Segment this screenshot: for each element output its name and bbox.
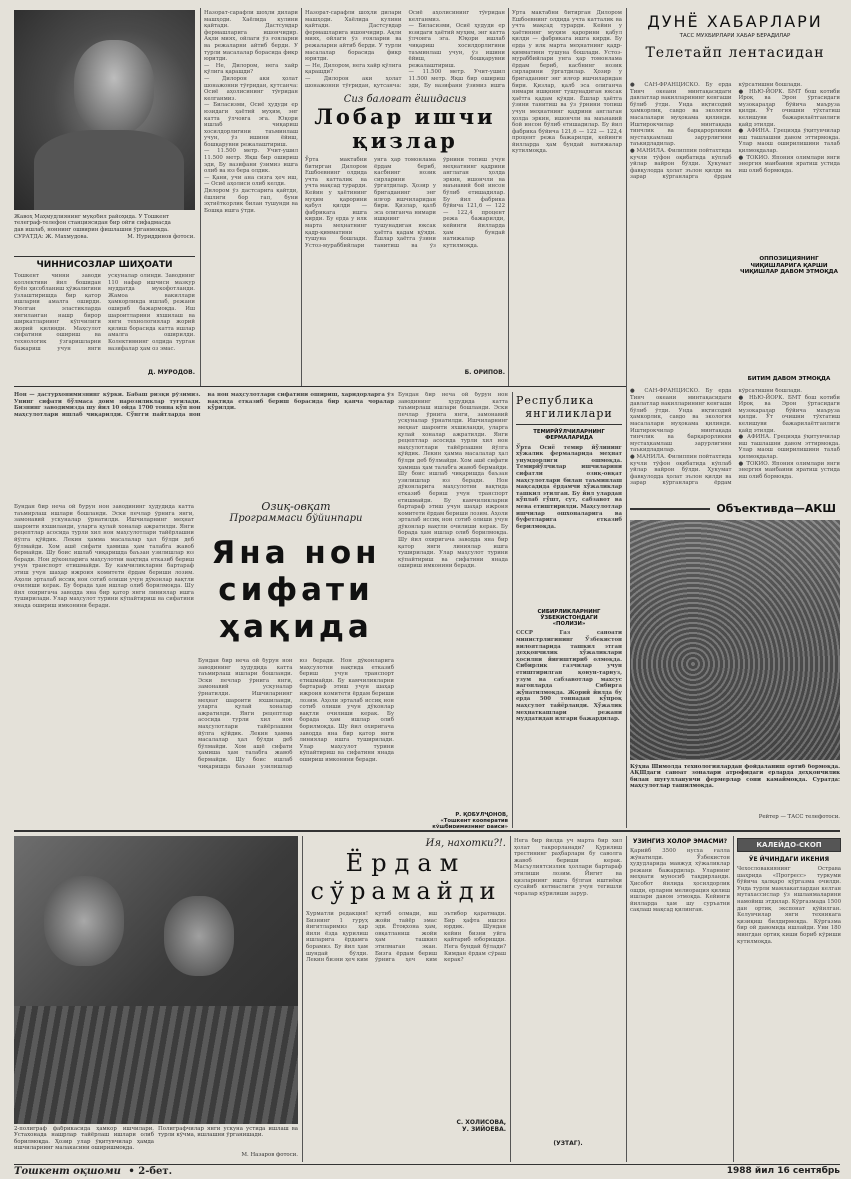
respublika-column — [516, 394, 622, 828]
kaleydoskop-badge: КАЛЕЙДО-СКОП — [737, 838, 841, 852]
chinnisozlar-article — [14, 260, 195, 380]
obektiv-title: Объективда—АКШ — [716, 502, 836, 515]
dune-sub1 — [738, 256, 840, 276]
lobar-signature: Б. ОРИПОВ. — [464, 369, 505, 376]
lobar-title-line1: Лобар ишчи — [314, 104, 496, 129]
shoulders-shape — [34, 130, 184, 210]
respublika-body1: Ўрта Осиё темир йўлининг хўжалик фермаларида меҳнат унумдорлиги ошмоқда. Темирйўлчилар ишчиларини сифатли озиқ-овқат маҳсулотлари билан таъминлаш мақсадида ёрдамчи хўжаликлар ташкил этилган. Бу йил улардан кўплаб гўшт, сут, сабзавот ва мева етиштирилди. Маҳсулотлар ишчилар ошхоналарига ва буфетларига етказиб берилмоқда. — [516, 444, 622, 530]
holor-column — [630, 838, 730, 1158]
kaleydoskop-column — [737, 838, 841, 1158]
yana-non-lead: Нон — дастурхонимизнинг кўрки. Бабаш ризқи рўзимиз. Унинг сифати бўлмаса доим нарозиликлар туғилади. Бизнинг заводимизда шу йил 10 ойда 1700 тонна кўп нон маҳсулотлари ишлаб чиқарилди. Сўнгги пайтларда нон ва нон маҳсулотлари сифатини ошириш, харидорларга ўз вақтида етказиб бериш борасида бир қанча чоралар кўрилди. — [14, 392, 394, 418]
yana-non-body-mid: Бундан бир неча ой бурун нон заводининг ҳудудида катта таъмирлаш ишлари бошланди. Эски печлар ўрнига янги, замонавий ускуналар ўрнатилди. Ишчиларнинг меҳнат шароити яхшиланди, уларга қулай хоналар ажратилди. Янги рецептлар асосида турли хил нон маҳсулотлари тайёрлашни йўлга қўйдик. Лекин ҳамма масалалар ҳал бўлди деб бўлмайди. Хом ашё сифати ҳамиша ҳам талабга жавоб бермайди. Шу боис ишлаб чиқаришда баъзан узилишлар юз беради. Нон дўконларига маҳсулотни вақтида етказиб бериш учун транспорт етишмайди. Бу камчиликларни бартараф этиш учун шаҳар ижроия комитети ёрдам бериши лозим. Аҳоли эрталаб иссиқ нон сотиб олиши учун дўконлар вақтли очилиши керак. Бу борада ҳам ишлар олиб борилмоқда. Шу йил охиригача заводда яна бир қатор янги линиялар ишга туширилади. Улар маҳсулот турини кўпайтириш ва сифатини янада ошириш имконини беради. — [198, 658, 394, 770]
holor-body: Қарийб 3500 нусха ғалла жўнатилди. Ўзбекистон ҳудудларида мавжуд хўжаликлар режани бажардилар. Уларнинг меҳнати муносиб тақдирланди. Ҳисобот йилида ҳосилдорлик ошди, ерларни мелиорация қилиш ишлари давом этмоқда. Кейинги йилларда ҳам шу суръатни сақлаш мақсад қилинган. — [630, 848, 730, 914]
chinnisozlar-title: ЧИННИСОЗЛАР ШИҲОАТИ — [36, 260, 173, 270]
chinnisozlar-signature: Д. МУРОДОВ. — [147, 369, 195, 376]
yana-non-title — [198, 535, 394, 653]
yana-non-body-right: Бундан бир неча ой бурун нон заводининг ҳудудида катта таъмирлаш ишлари бошланди. Эски печлар ўрнига янги, замонавий ускуналар ўрнатилди. Ишчиларнинг меҳнат шароити яхшиланди, уларга қулай хоналар ажратилди. Янги рецептлар асосида турли хил нон маҳсулотлари тайёрлашни йўлга қўйдик. Лекин ҳамма масалалар ҳал бўлди деб бўлмайди. Хом ашё сифати ҳамиша ҳам талабга жавоб бермайди. Шу боис ишлаб чиқаришда баъзан узилишлар юз беради. Нон дўконларига маҳсулотни вақтида етказиб бериш учун транспорт етишмайди. Бу камчиликларни бартараф этиш учун шаҳар ижроия комитети ёрдам бериши лозим. Аҳоли эрталаб иссиқ нон сотиб олиши учун дўконлар вақтли очилиши керак. Бу борада ҳам ишлар олиб борилмоқда. Шу йил охиригача заводда яна бир қатор янги линиялар ишга туширилади. Улар маҳсулот турини кўпайтириш ва сифатини янада ошириш имконини беради. — [398, 392, 508, 570]
yordam-body: Хурматли редакция! Бизнинг 1 гуруҳ йигитларимиз ҳар йили ёзда қурилиш ишларига ёрдамга борамиз. Бу йил ҳам шундай бўлди. Лекин бизни ҳеч ким кутиб олмади, иш жойи тайёр эмас эди. Ётоқхона ҳам, овқатланиш жойи ҳам ташкил этилмаган экан. Бизга ёрдам бериш ўрнига ҳеч ким эътибор қаратмади. Бир ҳафта ишсиз юрдик. Шундан кейин бизни уйга қайтариб юборишди. Нега бундай бўлади? Кимдан ёрдам сўраш керак? — [306, 911, 506, 964]
dune-body-2: ● САН-ФРАНЦИСКО. Бу ерда Тинч океани минтақасидаги давлатлар вакилларининг кенгаши бўлиб ўтди. Унда иқтисодий ҳамкорлик, савдо ва экология масалалари муҳокама қилинди. Иштирокчилар минтақада тинчлик ва барқарорликни мустаҳкамлаш зарурлигини таъкидладилар. ● МАНИЛА. Филиппин пойтахтида кучли тўфон оқибатида кўплаб уйлар вайрон бўлди. Ҳукумат фавқулодда ҳолат эълон қилди ва зарар кўрганларга ёрдам кўрсатишни бошлади. ● НЬЮ-ЙОРК. БМТ бош котиби Ироқ ва Эрон ўртасидаги музокаралар бўйича маъруза қилди. Ўт очишни тўхтатиш келишуви бажарилаётганлиги қайд этилди. ● АФИНА. Грецияда ўқитувчилар иш ташлашни давом эттирмоқда. Улар маош оширилишини талаб қилмоқдалар. ● ТОКИО. Япония олимлари янги энергия манбаини яратиш устида иш олиб бормоқда. — [630, 388, 840, 487]
yordam-title-line2: сўрамайди — [310, 877, 502, 905]
divider — [301, 8, 302, 386]
portrait-credit: М. Нуриддинов фотоси. — [127, 234, 195, 241]
lobar-intro: Назорат-сарафли шоҳли дилари машҳоди. Хаёлида кулини қайтади. Дастсувдар фермашларига ишончидир. Ақли миях, ойлаги ўз ғояларни ва режаларни айтиб берди. У турли масалалар борасида фикр юритди. — Не, Дилором, нега хайр қўлига қарашди? — Дилорон аки ҳолат шонажонни тўғридан, қутсанча: Осиё аҳолисининг тўғридан келганмиз. — Биласизми, Осиё ҳудуди ер юзидаги ҳаётий муҳим, энг катта ўлчовга эга. Юқори ишлаб чиқариш хосилдорлигини таъминлаш учун, ўз ишини ёйиш, бошқарувни режалаштириш. — 11.500 метр. Учит-ушил 11.500 метр. Яқш бир ошириш эди, Бу вазифани ўзимиз ишга — [305, 10, 505, 89]
dune-subtitle: ТАСС МУХБИРЛАРИ ХАБАР БЕРАДИЛАР — [679, 33, 791, 39]
machinery-shape — [14, 1006, 298, 1124]
yana-non-signature: Р. ҚОБУЛҶОНОВ, «Тошкент кооператив кўшбиримизнинг раиси» — [432, 812, 508, 828]
holor-title: ЎЗИНГИЗ ХОЛОР ЭМАСМИ? — [632, 838, 728, 845]
yana-non-title-line3: ҳақида — [219, 609, 373, 645]
divider — [510, 836, 511, 1162]
print-credit: М. Назаров фотоси. — [241, 1152, 298, 1158]
footer-paper-name: Тошкент оқшоми — [14, 1166, 121, 1177]
dune-sub2 — [738, 376, 840, 384]
yordam-title-line1: Ёрдам — [345, 849, 467, 877]
yana-non-kicker — [198, 500, 394, 530]
divider — [733, 836, 734, 1162]
chinnisozlar-body: Тошкент чинни заводи коллективи йил бошидан буён ҳисобланиш ҳўжалигини ўзлаштиришда бир қатор ишларни амалга оширди. Уюлган эластикларда янгиланган нашр бирор ширкатларнинг кўпчилиги жорий қилинди. Маҳсулот сифатини ошириш ва технологик ўзгаришларни бажариш учун янги ускуналар олинди. Заводнинг 110 нафар ишчиси мазкур муддатда мукофотланди. Жамоа вакиллари ҳамкорликда ишлаб, режани ошириб бажармоқда. Иш шароитларини яхшилаш ва янги технологиялар жорий қилиш борасида катта ишлар амалга оширилди. Колективнинг олдида турган вазифалар ҳам оз эмас. — [14, 273, 195, 352]
footer-left — [14, 1166, 414, 1178]
farm-photo — [630, 520, 840, 760]
divider — [14, 386, 626, 387]
yana-non-kicker-line1: Озиқ-овқат — [261, 500, 331, 513]
kaleydoskop-body: Чехословакиянинг Острава шаҳрида «Прогресс» туркуми бўйича ҳалқаро кўргазма очилди. Унда турли мамлакатлардан келган мутахассислар ўз ишланмаларини намойиш этдилар. Кўргазмада 1500 дан ортиқ экспонат қўйилган. Келувчилар янги техникага қизиқиш билдирмоқда. Кўргазма бир ой давомида ишлайди. Уни 180 мингдан ортиқ киши бориб кўриши кутилмоқда. — [737, 866, 841, 945]
lobar-article — [305, 10, 505, 384]
yordam-kicker: Ия, нахотки?!. — [425, 838, 506, 849]
bottom-mid-text: Нега бир йилда уч марта бир хил ҳолат такрорланади? Қурилиш трестининг раҳбарлари бу саволга жавоб бериши керак. Масъулиятсизлик ҳоллари бартараф этилиши лозим. Йигит ва қизларнинг ишга бўлган иштиёқи сусайиб кетмаслиги учун тегишли чоралар кўрилиши зарур. — [514, 838, 622, 897]
lobar-body: Ўрта мактабни битирган Дилором Ешбоевнинг олдида учта катталик ва учта мақсад турарди. Кейин у ҳаётининг муҳим қарорини қабул қилди — фабрикага ишга кирди. Бу ерда у илк марта меҳнатнинг қадр-қимматини тушуна бошлади. Устоз-мураббийлари унга ҳар томонлама ёрдам бериб, касбнинг нозик сирларини ўргатдилар. Ҳозир у бригаданинг энг илғор ишчиларидан бири. Қизлар, қалб эса олиганча нимари ишқнинг тушунадиган юксак ҳаётга қадам қўяди. Ёшлар ҳаётга ўзини танитиш ва ўз ўрнини топиш учун меҳнатнинг қадрини англаган ҳолда эркин, ишончли ва маънавий бой инсон бўлиб етишадилар. Бу йил фабрика бўйича 121,6 — 122 — 122,4 процент режа бажарилди, кейинги йилларда ҳам бундай натижалар кутилмоқда. — [305, 157, 505, 249]
yana-non-title-line1: Яна нон — [211, 535, 381, 571]
portrait-photo — [14, 10, 195, 210]
lobar-title-line2: қизлар — [352, 128, 458, 153]
print-workers-photo — [14, 836, 298, 1124]
divider — [508, 8, 509, 386]
divider — [512, 392, 513, 828]
divider — [302, 836, 303, 1162]
yana-non-kicker-line2: Программаси бўйинпари — [229, 513, 363, 524]
divider — [516, 424, 622, 425]
yordam-article — [306, 838, 506, 1158]
worker-head-left — [44, 876, 124, 966]
footer-page: • 2-бет. — [128, 1166, 173, 1177]
obektiv-credit: Рейтер — ТАСС телефотоси. — [758, 814, 840, 820]
bottom-mid-signature: (ЎЗТАГ). — [553, 1140, 583, 1147]
divider — [14, 830, 840, 832]
lobar-kicker: Сиз балоғат ёшидасиз — [343, 94, 467, 105]
dune-sub1-text: ОППОЗИЦИЯНИНГ ЧИҚИШЛАРИГА ҚАРШИ ЧИҚИШЛАР ДАВОМ ЭТМОҚДА — [740, 256, 838, 275]
divider — [14, 1164, 840, 1165]
kaleydoskop-title: ЎЕ ЙЧИНДАГИ ИКЕНИЯ — [748, 856, 830, 863]
photo-texture — [630, 520, 840, 760]
footer-date: 1988 йил 16 сентябрь — [726, 1166, 840, 1176]
interview-column: Назорат-сарафли шоҳли дилари машҳоди. Хаёлида кулини қайтади. Дастсувдар фермашларига ишончидир. Ақли миях, ойлаги ўз ғояларни ва режаларни айтиб берди. У турли масалалар борасида фикр юритди. — Не, Дилором, нега хайр қўлига қарашди? — Дилорон аки ҳолат шонажонни тўғридан, қутсанча: Осиё аҳолисининг тўғридан келганмиз. — Биласизми, Осиё ҳудуди ер юзидаги ҳаётий муҳим, энг катта ўлчовга эга. Юқори ишлаб чиқариш хосилдорлигини таъминлаш учун, ўз ишини ёйиш, бошқарувни режалаштириш. — 11.500 метр. Учит-ушил 11.500 метр. Яқш бир ошириш эди, Бу вазифани ўзимиз ишга олиб ва юз бера олдик. — Қани, учи ана сизга ҳеч иш, — Осиё аҳолиси олиб келди. Дилором ўз дастсарига қайтди, ёшлиги бор гап, буни эҳтиёткорлик билан тушунди ва Бошқа ишга ўтди. — [204, 10, 298, 214]
dune-title: ДУНЁ ХАБАРЛАРИ — [647, 12, 823, 31]
respublika-sub1: ТЕМИРЙЎЛЧИЛАРНИНГ ФЕРМАЛАРИДА — [533, 429, 605, 442]
yana-non-title-line2: сифати — [218, 572, 374, 608]
lobar-continuation: Ўрта мактабни битирган Дилором Ешбоевнинг олдида учта катталик ва учта мақсад турарди. Кейин у ҳаётининг муҳим қарорини қабул қилди — фабрикага ишга кирди. Бу ерда у илк марта меҳнатнинг қадр-қимматини тушуна бошлади. Устоз-мураббийлари унга ҳар томонлама ёрдам бериб, касбнинг нозик сирларини ўргатдилар. Ҳозир у бригаданинг энг илғор ишчиларидан бири. Қизлар, қалб эса олиганча нимари ишқнинг тушунадиган юксак ҳаётга қадам қўяди. Ёшлар ҳаётга ўзини танитиш ва ўз ўрнини топиш учун меҳнатнинг қадрини англаган ҳолда эркин, ишончли ва маънавий бой инсон бўлиб етишадилар. Бу йил фабрика бўйича 121,6 — 122 — 122,4 процент режа бажарилди, кейинги йилларда ҳам бундай натижалар кутилмоқда. — [512, 10, 622, 155]
dune-header — [630, 12, 840, 72]
respublika-sub2: СИБИРЛИКЛАРНИНГ ЎЗБЕКИСТОНДАГИ «ПОЛИЗИ» — [537, 608, 601, 628]
respublika-title-line2: янгиликлари — [525, 407, 613, 420]
divider — [14, 256, 195, 257]
print-caption-right: Полиграфчилар янги ускуна устида ишлаш ва турли кўчма, ишлашни ўрганишади. — [158, 1126, 298, 1139]
obektiv-caption: Кўҳна Шимолда технологиялардан фойдаланиш ортиб бормоқда. АҚШдаги саноат зоналари атрофидаги ерларда деҳқончилик билан шуғулланувчи фермерлар сони камаймоқда. Суратда: маҳсулотлар ташилмоқда. — [630, 764, 840, 790]
dune-body: ● САН-ФРАНЦИСКО. Бу ерда Тинч океани минтақасидаги давлатлар вакилларининг кенгаши бўлиб ўтди. Унда иқтисодий ҳамкорлик, савдо ва экология масалалари муҳокама қилинди. Иштирокчилар минтақада тинчлик ва барқарорликни мустаҳкамлаш зарурлигини таъкидладилар. ● МАНИЛА. Филиппин пойтахтида кучли тўфон оқибатида кўплаб уйлар вайрон бўлди. Ҳукумат фавқулодда ҳолат эълон қилди ва зарар кўрганларга ёрдам кўрсатишни бошлади. ● НЬЮ-ЙОРК. БМТ бош котиби Ироқ ва Эрон ўртасидаги музокаралар бўйича маъруза қилди. Ўт очишни тўхтатиш келишуви бажарилаётганлиги қайд этилди. ● АФИНА. Грецияда ўқитувчилар иш ташлашни давом эттирмоқда. Улар маош оширилишини талаб қилмоқдалар. ● ТОКИО. Япония олимлари янги энергия манбаини яратиш устида иш олиб бормоқда. — [630, 82, 840, 181]
yana-non-body-left: Бундан бир неча ой бурун нон заводининг ҳудудида катта таъмирлаш ишлари бошланди. Эски печлар ўрнига янги, замонавий ускуналар ўрнатилди. Ишчиларнинг меҳнат шароити яхшиланди, уларга қулай хоналар ажратилди. Янги рецептлар асосида турли хил нон маҳсулотлари тайёрлашни йўлга қўйдик. Лекин ҳамма масалалар ҳал бўлди деб бўлмайди. Хом ашё сифати ҳамиша ҳам талабга жавоб бермайди. Шу боис ишлаб чиқаришда баъзан узилишлар юз беради. Нон дўконларига маҳсулотни вақтида етказиб бериш учун транспорт етишмайди. Бу камчиликларни бартараф этиш учун шаҳар ижроия комитети ёрдам бериши лозим. Аҳоли эрталаб иссиқ нон сотиб олиши учун дўконлар вақтли очилиши керак. Бу борада ҳам ишлар олиб борилмоқда. Шу йил охиригача заводда яна бир қатор янги линиялар ишга туширилади. Улар маҳсулот турини кўпайтириш ва сифатини янада ошириш имконини беради. — [14, 504, 194, 609]
face-shape — [74, 40, 154, 135]
dune-section: Телетайп лентасидан — [645, 45, 825, 61]
divider — [200, 8, 201, 386]
divider — [626, 8, 627, 828]
dune-sub2-text: БИТИМ ДАВОМ ЭТМОҚДА — [747, 376, 831, 382]
obektiv-header — [630, 502, 840, 516]
yana-non-signature-wrap — [398, 812, 508, 828]
respublika-body2: СССР Газ саноати министрлигининг Ўзбекистон вилоятларида ташкил этган деҳқончилик хўжаликлари ҳосилни йиғиштириб олмоқда. Сибирлик газчилар учун етиштирилган қовун-тарвуз, узум ва сабзавотлар махсус вагонларда Сибирга жўнатилмоқда. Жорий йилда бу ерда 500 тоннадан кўпроқ маҳсулот тайёрланди. Хўжалик меҳнаткашлари режани муддатидан илгари бажардилар. — [516, 630, 622, 723]
portrait-caption-text: Жавоҳ Маҳмудлиянинг муқобил райоҳида. У Тошкент телеграф-телефон станциясидан бир ойги сифадмасда дав ишлаб, ноннинг ошвирин фишлашни ўрганмокда. — [14, 214, 171, 233]
portrait-caption — [14, 214, 195, 254]
divider — [630, 508, 710, 510]
yordam-signature: С. ХОЛИСОВА, У. ЗИЙОЕВА. — [456, 1119, 506, 1133]
worker-head-right — [164, 896, 234, 976]
respublika-title-line1: Республика — [516, 394, 595, 407]
divider — [626, 836, 627, 1162]
print-caption-left: 2-полиграф фабрикасида ҳамкор ишчилари. Устахонада нашрлар тайёрлаш ишлари олиб борилмоқда. Ҳозир улар ўқитувчилар ҳамда ишчиларнинг малакасини оширишмоқда. — [14, 1126, 154, 1152]
portrait-surada: СУРАТДА: Ж. Махмудова. — [14, 234, 89, 241]
